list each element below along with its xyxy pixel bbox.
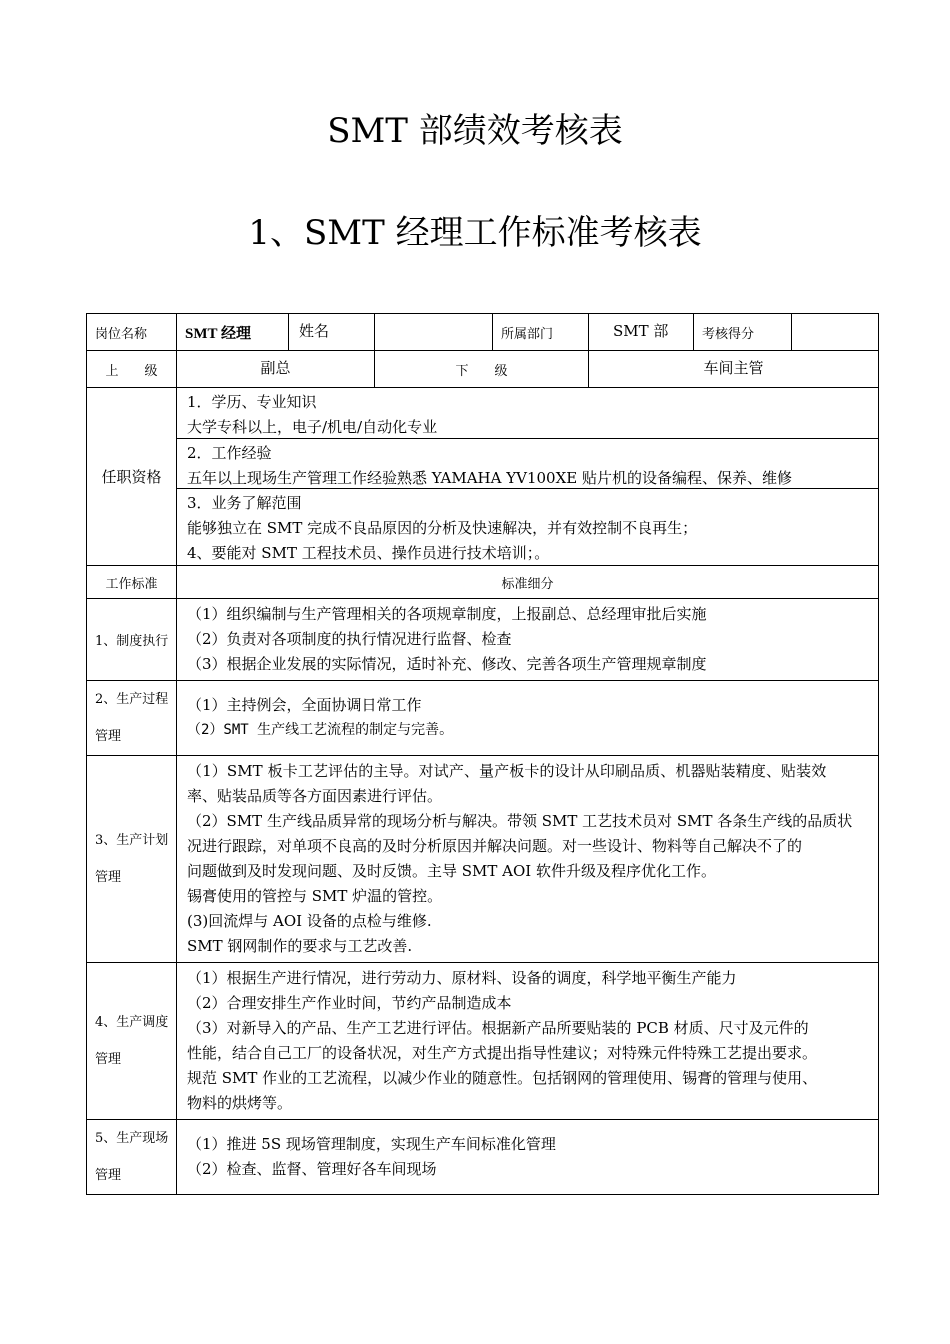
qual-3-line-2: 能够独立在 SMT 完成不良品原因的分析及快速解决，并有效控制不良再生； <box>187 519 698 537</box>
assessment-table <box>86 313 879 1195</box>
qual-3-line-3: 4、要能对 SMT 工程技术员、操作员进行技术培训；。 <box>187 544 550 562</box>
superior-value: 副总 <box>177 351 375 388</box>
standard-2-line-1: （1）主持例会，全面协调日常工作 <box>187 696 422 714</box>
qual-1-line-1: 1．学历、专业知识 <box>187 393 317 411</box>
standard-2-name-2: 管理 <box>95 729 122 744</box>
standard-3-name-2: 管理 <box>95 870 122 885</box>
standard-name <box>87 963 177 1120</box>
standard-4-line-4: 性能，结合自己工厂的设备状况，对生产方式提出指导性建议；对特殊元件特殊工艺提出要求。 <box>187 1044 818 1062</box>
standard-4-line-3: （3）对新导入的产品、生产工艺进行评估。根据新产品所要贴装的 PCB 材质、尺寸及元件的 <box>187 1019 809 1037</box>
score-label: 考核得分 <box>694 314 792 351</box>
standard-3-name-1: 3、生产计划 <box>95 833 169 848</box>
position-value: SMT 经理 <box>177 314 289 351</box>
header-row <box>87 314 879 351</box>
standard-4-name-1: 4、生产调度 <box>95 1015 169 1030</box>
standards-col1-header: 工作标准 <box>87 566 177 599</box>
qualification-section-2 <box>177 438 878 488</box>
standard-5-name-1: 5、生产现场 <box>95 1131 169 1146</box>
standard-3-line-5: 问题做到及时发现问题、及时反馈。主导 SMT AOI 软件升级及程序优化工作。 <box>187 862 717 880</box>
standard-detail <box>177 599 879 681</box>
standard-detail <box>177 681 879 756</box>
standard-4-name-2: 管理 <box>95 1052 122 1067</box>
standard-name <box>87 681 177 756</box>
standard-4-line-5: 规范 SMT 作业的工艺流程，以减少作业的随意性。包括钢网的管理使用、锡膏的管理与使用、 <box>187 1069 818 1087</box>
relations-row <box>87 351 879 388</box>
qual-2-line-1: 2．工作经验 <box>187 444 272 462</box>
standard-row <box>87 681 879 756</box>
dept-label: 所属部门 <box>493 314 589 351</box>
superior-label: 上 级 <box>87 351 177 388</box>
qual-2-line-2: 五年以上现场生产管理工作经验熟悉 YAMAHA YV100XE 贴片机的设备编程、保养、维修 <box>187 469 792 487</box>
standard-4-line-6: 物料的烘烤等。 <box>187 1094 293 1112</box>
standard-1-line-2: （2）负责对各项制度的执行情况进行监督、检查 <box>187 630 512 648</box>
qual-1-line-2: 大学专科以上，电子/机电/自动化专业 <box>187 418 438 436</box>
name-value[interactable] <box>375 314 493 351</box>
standard-row <box>87 756 879 963</box>
standard-row <box>87 1120 879 1195</box>
standard-2-line-2: （2）SMT 生产线工艺流程的制定与完善。 <box>187 722 454 738</box>
standards-header-row <box>87 566 879 599</box>
standard-4-line-2: （2）合理安排生产作业时间，节约产品制造成本 <box>187 994 512 1012</box>
standard-1-line-1: （1）组织编制与生产管理相关的各项规章制度，上报副总、总经理审批后实施 <box>187 605 707 623</box>
standard-1-name: 1、制度执行 <box>95 634 169 649</box>
dept-value: SMT 部 <box>589 314 694 351</box>
standard-5-line-2: （2）检查、监督、管理好各车间现场 <box>187 1160 437 1178</box>
standard-3-line-3: （2）SMT 生产线品质异常的现场分析与解决。带领 SMT 工艺技术员对 SMT 各条生产线的品质状 <box>187 812 853 830</box>
standard-detail <box>177 756 879 963</box>
standard-5-name-2: 管理 <box>95 1168 122 1183</box>
standard-3-line-8: SMT 钢网制作的要求与工艺改善. <box>187 937 413 955</box>
standard-3-line-4: 况进行跟踪，对单项不良高的及时分析原因并解决问题。对一些设计、物料等自己解决不了的 <box>187 837 803 855</box>
standard-detail <box>177 1120 879 1195</box>
qual-3-line-1: 3．业务了解范围 <box>187 494 302 512</box>
subordinate-value: 车间主管 <box>589 351 879 388</box>
standard-3-line-6: 锡膏使用的管控与 SMT 炉温的管控。 <box>187 887 443 905</box>
name-label: 姓名 <box>289 314 375 351</box>
position-label: 岗位名称 <box>87 314 177 351</box>
standard-row <box>87 963 879 1120</box>
score-value[interactable] <box>792 314 879 351</box>
standard-name <box>87 599 177 681</box>
standard-detail <box>177 963 879 1120</box>
standard-name <box>87 1120 177 1195</box>
qualification-section-1 <box>177 388 878 438</box>
standard-name <box>87 756 177 963</box>
standard-3-line-1: （1）SMT 板卡工艺评估的主导。对试产、量产板卡的设计从印刷品质、机器贴装精度、贴装效 <box>187 762 827 780</box>
qualification-row <box>87 388 879 566</box>
standard-2-name-1: 2、生产过程 <box>95 692 169 707</box>
standard-1-line-3: （3）根据企业发展的实际情况，适时补充、修改、完善各项生产管理规章制度 <box>187 655 707 673</box>
standards-col2-header: 标准细分 <box>177 566 879 599</box>
standard-row <box>87 599 879 681</box>
document-title: SMT 部绩效考核表 <box>327 111 623 151</box>
standard-3-line-7: (3)回流焊与 AOI 设备的点检与维修. <box>187 912 432 930</box>
qualification-label: 任职资格 <box>87 388 177 566</box>
subordinate-label: 下 级 <box>375 351 589 388</box>
standard-3-line-2: 率、贴装品质等各方面因素进行评估。 <box>187 787 443 805</box>
standard-5-line-1: （1）推进 5S 现场管理制度，实现生产车间标准化管理 <box>187 1135 556 1153</box>
standard-4-line-1: （1）根据生产进行情况，进行劳动力、原材料、设备的调度，科学地平衡生产能力 <box>187 969 737 987</box>
qualification-section-3 <box>177 488 878 565</box>
table-subtitle: 1、SMT 经理工作标准考核表 <box>248 213 702 253</box>
